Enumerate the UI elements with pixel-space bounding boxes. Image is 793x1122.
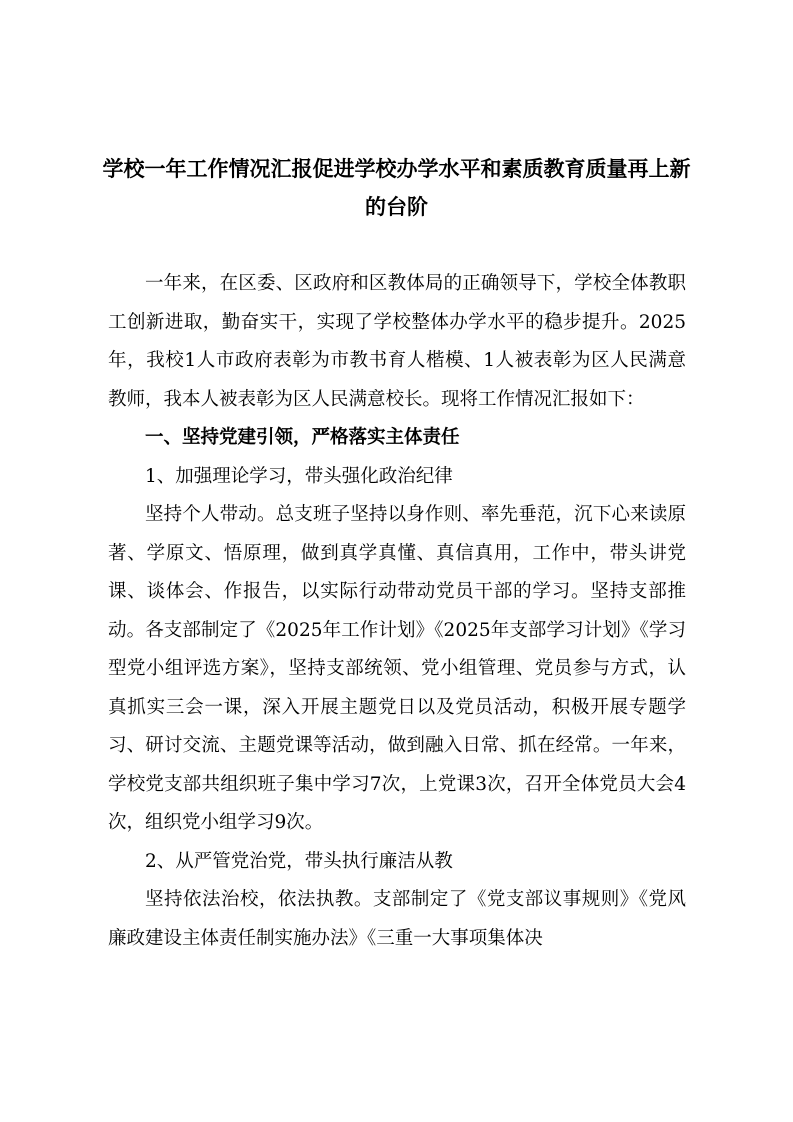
document-body bbox=[108, 265, 686, 958]
body-paragraph: 坚持个人带动。总支班子坚持以身作则、率先垂范，沉下心来读原著、学原文、悟原理，做到真学真懂、真信真用，工作中，带头讲党课、谈体会、作报告，以实际行动带动党员干部的学习。坚持支部推动。各支部制定了《2025年工作计划》《2025年支部学习计划》《学习型党小组评选方案》，坚持支部统领、党小组管理、党员参与方式，认真抓实三会一课，深入开展主题党日以及党员活动，积极开展专题学习、研讨交流、主题党课等活动，做到融入日常、抓在经常。一年来，学校党支部共组织班子集中学习7次，上党课3次，召开全体党员大会4次，组织党小组学习9次。 bbox=[108, 504, 686, 833]
document-title: 学校一年工作情况汇报促进学校办学水平和素质教育质量再上新的台阶 bbox=[102, 156, 691, 219]
section-heading-1: 一、坚持党建引领，严格落实主体责任 bbox=[145, 427, 460, 448]
intro-paragraph: 一年来，在区委、区政府和区教体局的正确领导下，学校全体教职工创新进取，勤奋实干，实现了学校整体办学水平的稳步提升。2025年，我校1人市政府表彰为市教书育人楷模、1人被表彰为区人民满意教师，我本人被表彰为区人民满意校长。现将工作情况汇报如下： bbox=[108, 273, 686, 410]
body-paragraph: 坚持依法治校，依法执教。支部制定了《党支部议事规则》《党风廉政建设主体责任制实施办法》《三重一大事项集体决 bbox=[108, 889, 686, 949]
subsection-heading-2: 2、从严管党治党，带头执行廉洁从教 bbox=[145, 850, 453, 872]
subsection-heading-1: 1、加强理论学习，带头强化政治纪律 bbox=[145, 465, 453, 487]
